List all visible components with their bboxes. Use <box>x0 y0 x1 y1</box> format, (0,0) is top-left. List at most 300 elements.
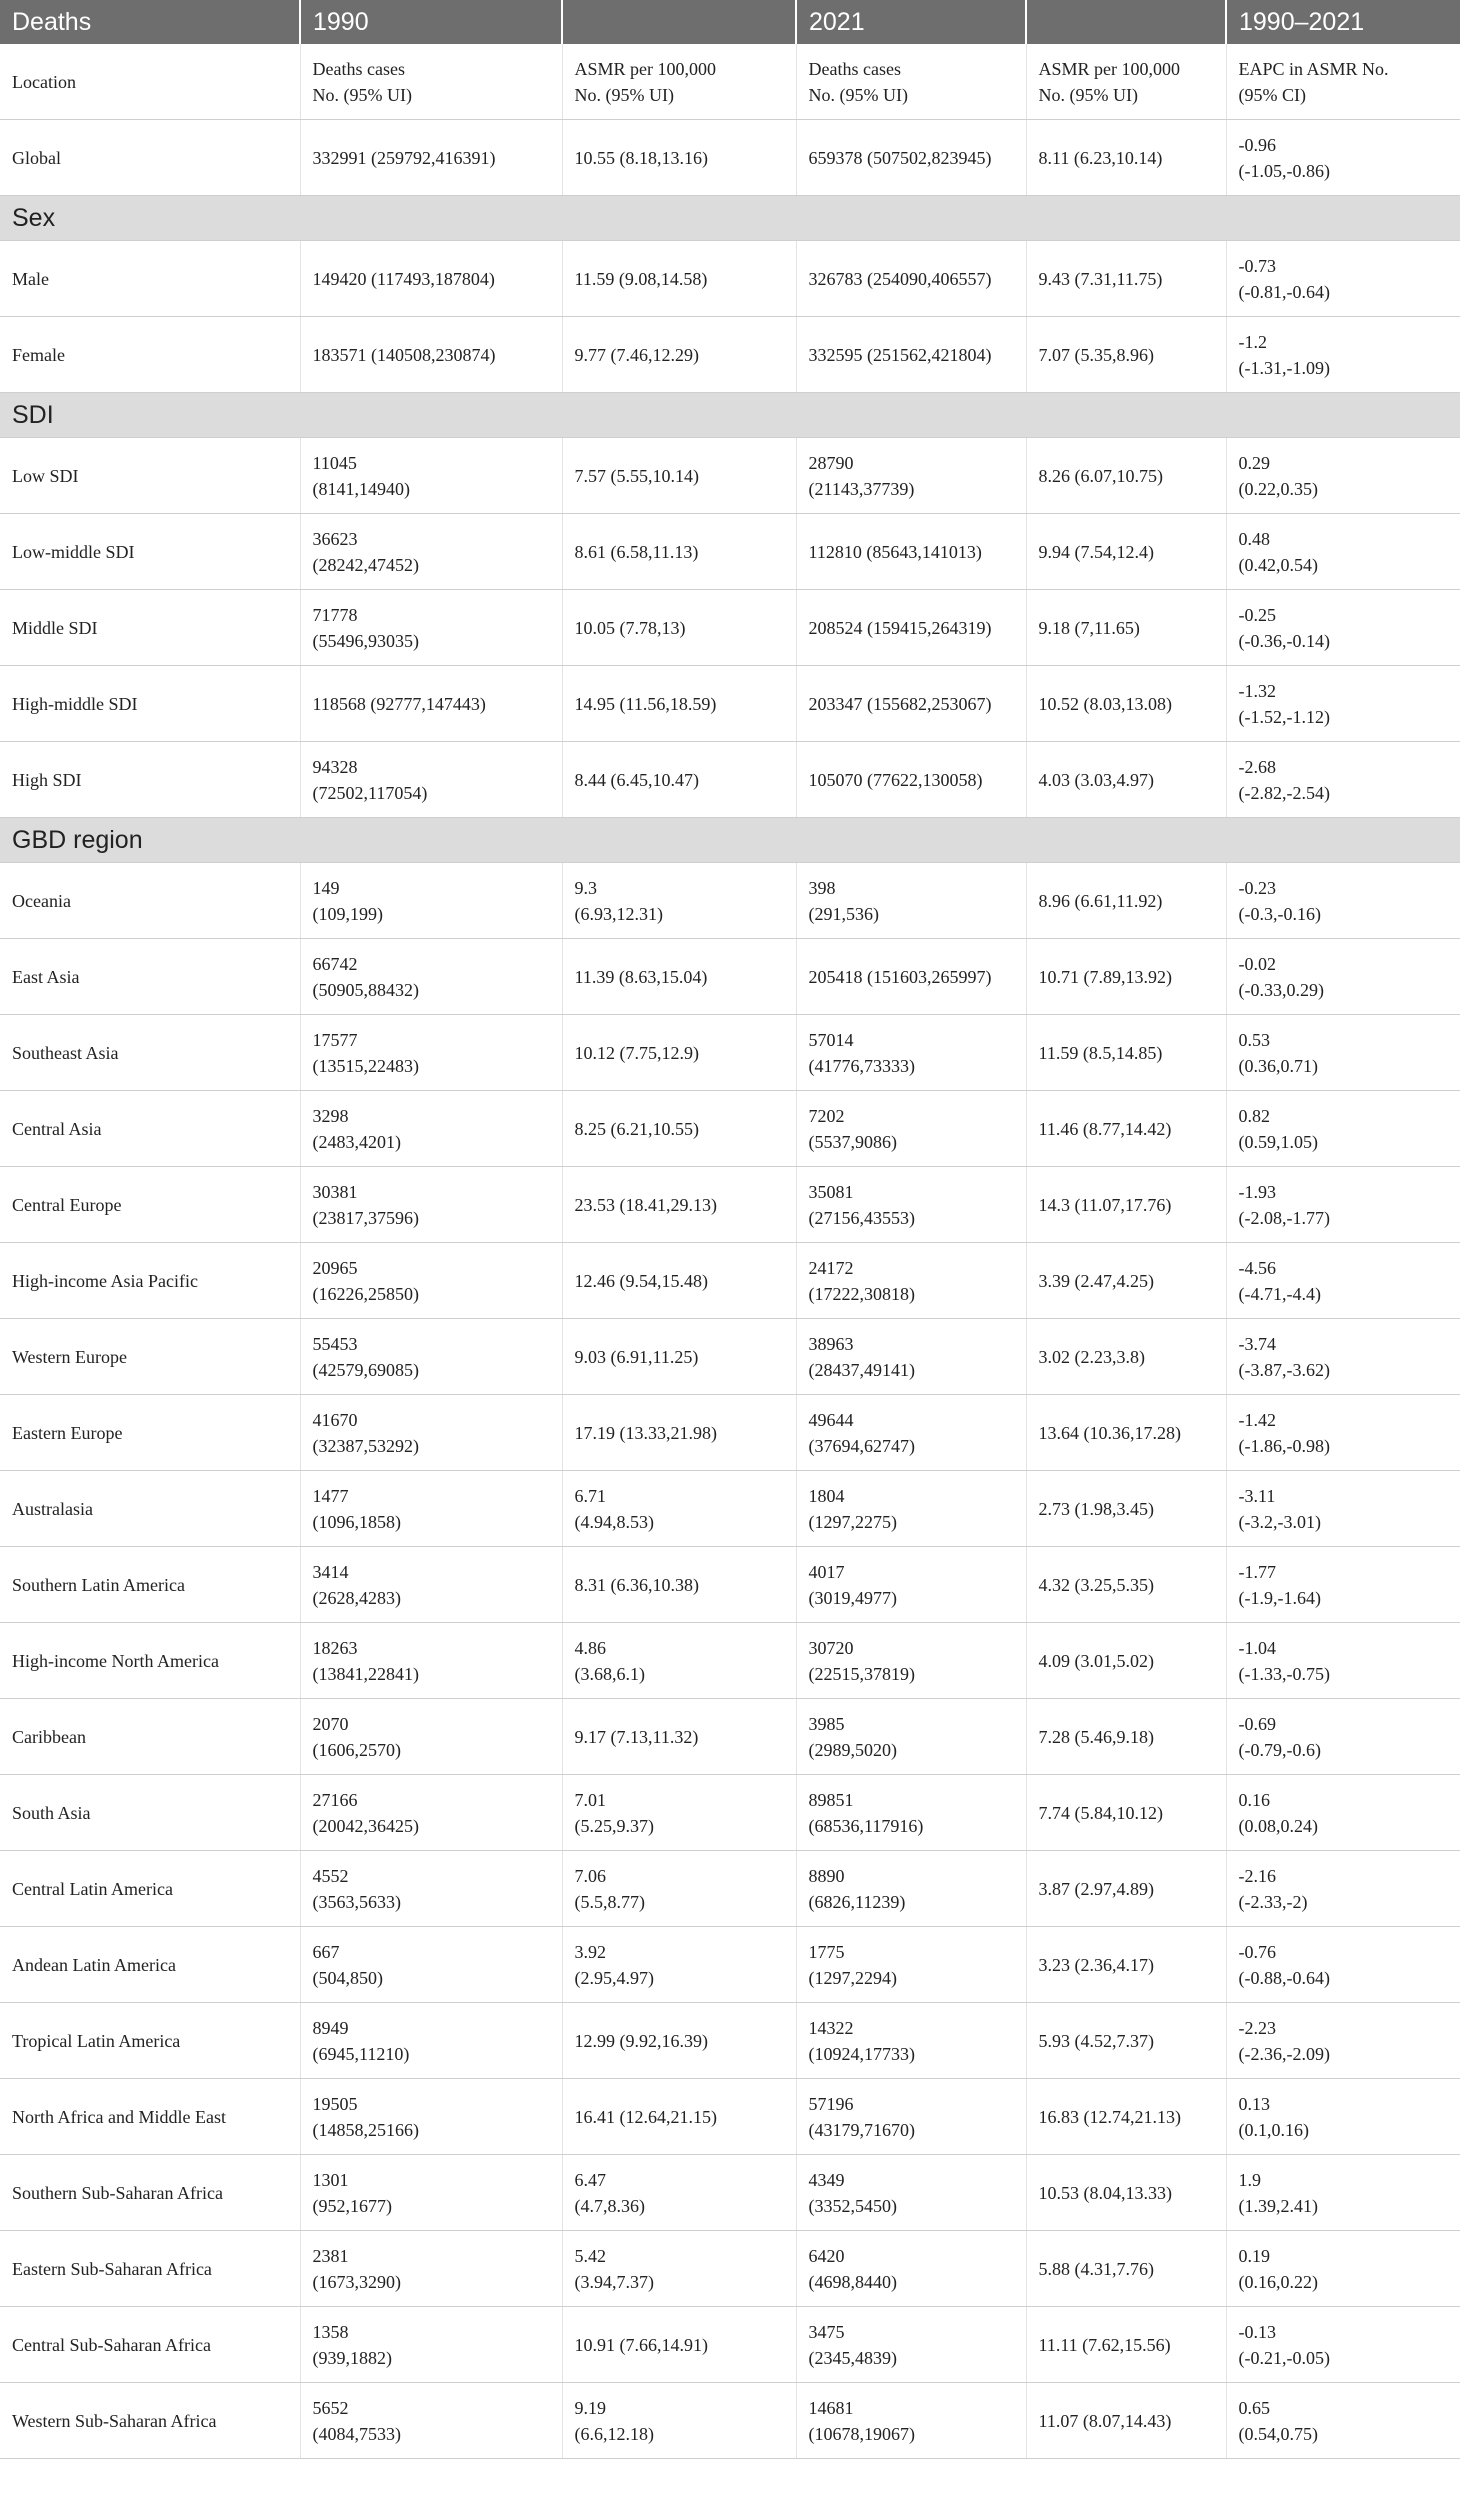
asmr-2021-cell <box>1026 742 1226 818</box>
cell-text: (14858,25166) <box>312 2119 419 2140</box>
cell-text: 8.31 (6.36,10.38) <box>574 1574 699 1595</box>
asmr-1990-cell <box>562 939 796 1015</box>
asmr-1990-cell <box>562 1775 796 1851</box>
cell-text: 23.53 (18.41,29.13) <box>574 1194 717 1215</box>
cell-text: 112810 (85643,141013) <box>808 541 982 562</box>
deaths-2021-cell <box>796 514 1026 590</box>
location-cell: Andean Latin America <box>0 1927 300 2003</box>
cell-text: (2.95,4.97) <box>574 1967 654 1988</box>
cell-text: 14.95 (11.56,18.59) <box>574 693 717 714</box>
section-label: GBD region <box>0 818 1460 863</box>
eapc-cell <box>1226 2307 1460 2383</box>
table-row <box>0 1319 1460 1395</box>
cell-text: (27156,43553) <box>808 1207 915 1228</box>
eapc-cell <box>1226 939 1460 1015</box>
cell-text: 3298 <box>312 1105 349 1126</box>
asmr-1990-cell <box>562 241 796 317</box>
cell-text: 11.11 (7.62,15.56) <box>1038 2334 1171 2355</box>
deaths-1990-cell <box>300 2079 562 2155</box>
cell-text: (4698,8440) <box>808 2271 897 2292</box>
cell-text: 11045 <box>312 452 357 473</box>
header-1990-2021: 1990–2021 <box>1226 0 1460 44</box>
deaths-1990-cell <box>300 939 562 1015</box>
cell-text: (55496,93035) <box>312 630 419 651</box>
cell-text: (-0.88,-0.64) <box>1238 1967 1330 1988</box>
location-cell: North Africa and Middle East <box>0 2079 300 2155</box>
subheader-eapc <box>1226 44 1460 120</box>
cell-text: (-3.87,-3.62) <box>1238 1359 1330 1380</box>
asmr-1990-cell <box>562 2231 796 2307</box>
asmr-2021-cell <box>1026 1623 1226 1699</box>
deaths-2021-cell <box>796 939 1026 1015</box>
cell-text: (-2.36,-2.09) <box>1238 2043 1330 2064</box>
location-cell: High-income North America <box>0 1623 300 1699</box>
cell-text: (1606,2570) <box>312 1739 401 1760</box>
cell-text: (4084,7533) <box>312 2423 401 2444</box>
table-row <box>0 1851 1460 1927</box>
header-deaths: Deaths <box>0 0 300 44</box>
cell-text: (-1.86,-0.98) <box>1238 1435 1330 1456</box>
cell-text: (23817,37596) <box>312 1207 419 1228</box>
deaths-2021-cell <box>796 2383 1026 2459</box>
cell-text: (-0.36,-0.14) <box>1238 630 1330 651</box>
cell-text: -1.42 <box>1238 1409 1276 1430</box>
subheader-text: Deaths cases <box>808 58 901 79</box>
cell-text: (5537,9086) <box>808 1131 897 1152</box>
table-row <box>0 2307 1460 2383</box>
cell-text: 4.03 (3.03,4.97) <box>1038 769 1154 790</box>
asmr-1990-cell <box>562 2307 796 2383</box>
table-row <box>0 590 1460 666</box>
cell-text: 7.06 <box>574 1865 606 1886</box>
deaths-1990-cell <box>300 1167 562 1243</box>
cell-text: 6420 <box>808 2245 845 2266</box>
asmr-1990-cell <box>562 590 796 666</box>
eapc-cell <box>1226 1091 1460 1167</box>
table-row <box>0 863 1460 939</box>
cell-text: (-0.21,-0.05) <box>1238 2347 1330 2368</box>
subheader-text: (95% CI) <box>1238 84 1306 105</box>
cell-text: -0.23 <box>1238 877 1276 898</box>
cell-text: (1096,1858) <box>312 1511 401 1532</box>
cell-text: 4017 <box>808 1561 845 1582</box>
location-cell: Western Sub-Saharan Africa <box>0 2383 300 2459</box>
deaths-2021-cell <box>796 742 1026 818</box>
cell-text: 55453 <box>312 1333 358 1354</box>
deaths-2021-cell <box>796 438 1026 514</box>
cell-text: 71778 <box>312 604 358 625</box>
cell-text: (-1.9,-1.64) <box>1238 1587 1321 1608</box>
cell-text: (17222,30818) <box>808 1283 915 1304</box>
eapc-cell <box>1226 1243 1460 1319</box>
table-row <box>0 742 1460 818</box>
section-row <box>0 196 1460 241</box>
cell-text: (-0.33,0.29) <box>1238 979 1324 1000</box>
cell-text: (32387,53292) <box>312 1435 419 1456</box>
asmr-2021-cell <box>1026 666 1226 742</box>
cell-text: 9.18 (7,11.65) <box>1038 617 1140 638</box>
eapc-cell <box>1226 2383 1460 2459</box>
cell-text: 49644 <box>808 1409 854 1430</box>
deaths-1990-cell <box>300 1015 562 1091</box>
cell-text: 0.48 <box>1238 528 1270 549</box>
cell-text: (291,536) <box>808 903 879 924</box>
asmr-1990-cell <box>562 1319 796 1395</box>
cell-text: 659378 (507502,823945) <box>808 147 992 168</box>
asmr-1990-cell <box>562 2155 796 2231</box>
subheader-asmr-2021 <box>1026 44 1226 120</box>
cell-text: (1.39,2.41) <box>1238 2195 1318 2216</box>
deaths-2021-cell <box>796 2003 1026 2079</box>
cell-text: (20042,36425) <box>312 1815 419 1836</box>
deaths-2021-cell <box>796 1471 1026 1547</box>
location-cell: Female <box>0 317 300 393</box>
table-row <box>0 1167 1460 1243</box>
cell-text: (28437,49141) <box>808 1359 915 1380</box>
cell-text: -1.77 <box>1238 1561 1276 1582</box>
cell-text: (3.94,7.37) <box>574 2271 654 2292</box>
deaths-2021-cell <box>796 1927 1026 2003</box>
cell-text: 7.74 (5.84,10.12) <box>1038 1802 1163 1823</box>
asmr-1990-cell <box>562 1243 796 1319</box>
subheader-text: Deaths cases <box>312 58 405 79</box>
cell-text: 4552 <box>312 1865 349 1886</box>
cell-text: (6826,11239) <box>808 1891 906 1912</box>
cell-text: -1.2 <box>1238 331 1267 352</box>
asmr-2021-cell <box>1026 939 1226 1015</box>
asmr-2021-cell <box>1026 863 1226 939</box>
asmr-2021-cell <box>1026 1167 1226 1243</box>
asmr-2021-cell <box>1026 1699 1226 1775</box>
asmr-2021-cell <box>1026 590 1226 666</box>
cell-text: 118568 (92777,147443) <box>312 693 486 714</box>
cell-text: (68536,117916) <box>808 1815 924 1836</box>
cell-text: -1.93 <box>1238 1181 1276 1202</box>
cell-text: 16.83 (12.74,21.13) <box>1038 2106 1181 2127</box>
cell-text: 14.3 (11.07,17.76) <box>1038 1194 1172 1215</box>
cell-text: -1.32 <box>1238 680 1276 701</box>
cell-text: 8.96 (6.61,11.92) <box>1038 890 1163 911</box>
cell-text: -2.23 <box>1238 2017 1276 2038</box>
cell-text: 11.59 (9.08,14.58) <box>574 268 708 289</box>
cell-text: (6.93,12.31) <box>574 903 663 924</box>
cell-text: 38963 <box>808 1333 854 1354</box>
deaths-2021-cell <box>796 666 1026 742</box>
asmr-2021-cell <box>1026 1091 1226 1167</box>
cell-text: (2989,5020) <box>808 1739 897 1760</box>
cell-text: (13515,22483) <box>312 1055 419 1076</box>
cell-text: 9.43 (7.31,11.75) <box>1038 268 1163 289</box>
eapc-cell <box>1226 863 1460 939</box>
cell-text: 2070 <box>312 1713 349 1734</box>
asmr-1990-cell <box>562 1395 796 1471</box>
cell-text: (109,199) <box>312 903 383 924</box>
cell-text: 203347 (155682,253067) <box>808 693 992 714</box>
cell-text: (10678,19067) <box>808 2423 915 2444</box>
cell-text: 8.25 (6.21,10.55) <box>574 1118 699 1139</box>
table-row <box>0 2231 1460 2307</box>
table-row <box>0 1623 1460 1699</box>
eapc-cell <box>1226 1699 1460 1775</box>
cell-text: 10.71 (7.89,13.92) <box>1038 966 1172 987</box>
cell-text: 7.01 <box>574 1789 606 1810</box>
asmr-2021-cell <box>1026 2155 1226 2231</box>
cell-text: (939,1882) <box>312 2347 392 2368</box>
asmr-2021-cell <box>1026 2307 1226 2383</box>
cell-text: 36623 <box>312 528 358 549</box>
deaths-1990-cell <box>300 1471 562 1547</box>
location-cell: Male <box>0 241 300 317</box>
location-cell: Central Sub-Saharan Africa <box>0 2307 300 2383</box>
eapc-cell <box>1226 1851 1460 1927</box>
location-cell: Australasia <box>0 1471 300 1547</box>
cell-text: (41776,73333) <box>808 1055 915 1076</box>
subheader-asmr-1990 <box>562 44 796 120</box>
table-row <box>0 514 1460 590</box>
deaths-1990-cell <box>300 1699 562 1775</box>
cell-text: -2.16 <box>1238 1865 1276 1886</box>
deaths-2021-cell <box>796 1395 1026 1471</box>
cell-text: (0.08,0.24) <box>1238 1815 1318 1836</box>
location-cell: Eastern Sub-Saharan Africa <box>0 2231 300 2307</box>
asmr-2021-cell <box>1026 1319 1226 1395</box>
cell-text: 3.92 <box>574 1941 606 1962</box>
eapc-cell <box>1226 438 1460 514</box>
cell-text: (-1.52,-1.12) <box>1238 706 1330 727</box>
deaths-2021-cell <box>796 2155 1026 2231</box>
deaths-2021-cell <box>796 241 1026 317</box>
cell-text: (16226,25850) <box>312 1283 419 1304</box>
subheader-text: No. (95% UI) <box>312 84 412 105</box>
section-label: SDI <box>0 393 1460 438</box>
cell-text: (1673,3290) <box>312 2271 401 2292</box>
cell-text: 5652 <box>312 2397 349 2418</box>
deaths-1990-cell <box>300 1547 562 1623</box>
cell-text: (0.36,0.71) <box>1238 1055 1318 1076</box>
deaths-1990-cell <box>300 1927 562 2003</box>
cell-text: 5.93 (4.52,7.37) <box>1038 2030 1154 2051</box>
deaths-2021-cell <box>796 2231 1026 2307</box>
subheader-text: EAPC in ASMR No. <box>1238 58 1389 79</box>
cell-text: (1297,2275) <box>808 1511 897 1532</box>
deaths-2021-cell <box>796 863 1026 939</box>
deaths-2021-cell <box>796 1319 1026 1395</box>
table-row <box>0 2079 1460 2155</box>
cell-text: (6945,11210) <box>312 2043 410 2064</box>
asmr-1990-cell <box>562 863 796 939</box>
cell-text: 16.41 (12.64,21.15) <box>574 2106 717 2127</box>
cell-text: 7.28 (5.46,9.18) <box>1038 1726 1154 1747</box>
cell-text: 332991 (259792,416391) <box>312 147 496 168</box>
cell-text: (504,850) <box>312 1967 383 1988</box>
cell-text: 17.19 (13.33,21.98) <box>574 1422 717 1443</box>
cell-text: (-2.33,-2) <box>1238 1891 1308 1912</box>
deaths-2021-cell <box>796 1699 1026 1775</box>
header-1990: 1990 <box>300 0 562 44</box>
cell-text: 0.53 <box>1238 1029 1270 1050</box>
deaths-1990-cell <box>300 1243 562 1319</box>
asmr-2021-cell <box>1026 1471 1226 1547</box>
table-row <box>0 1015 1460 1091</box>
cell-text: 4.32 (3.25,5.35) <box>1038 1574 1154 1595</box>
cell-text: 12.46 (9.54,15.48) <box>574 1270 708 1291</box>
cell-text: (-2.82,-2.54) <box>1238 782 1330 803</box>
asmr-1990-cell <box>562 2383 796 2459</box>
asmr-2021-cell <box>1026 1851 1226 1927</box>
cell-text: (3.68,6.1) <box>574 1663 645 1684</box>
cell-text: (6.6,12.18) <box>574 2423 654 2444</box>
cell-text: (0.59,1.05) <box>1238 1131 1318 1152</box>
cell-text: 6.47 <box>574 2169 606 2190</box>
asmr-1990-cell <box>562 514 796 590</box>
subheader-deaths-2021 <box>796 44 1026 120</box>
cell-text: 398 <box>808 877 836 898</box>
asmr-2021-cell <box>1026 241 1226 317</box>
deaths-2021-cell <box>796 1547 1026 1623</box>
subheader-text: ASMR per 100,000 <box>1038 58 1181 79</box>
deaths-1990-cell <box>300 666 562 742</box>
asmr-2021-cell <box>1026 514 1226 590</box>
cell-text: 10.53 (8.04,13.33) <box>1038 2182 1172 2203</box>
cell-text: -0.02 <box>1238 953 1276 974</box>
deaths-2021-cell <box>796 1851 1026 1927</box>
location-cell: Low SDI <box>0 438 300 514</box>
eapc-cell <box>1226 742 1460 818</box>
cell-text: 149420 (117493,187804) <box>312 268 495 289</box>
eapc-cell <box>1226 1015 1460 1091</box>
cell-text: 8.11 (6.23,10.14) <box>1038 147 1163 168</box>
cell-text: 3.02 (2.23,3.8) <box>1038 1346 1145 1367</box>
cell-text: 11.59 (8.5,14.85) <box>1038 1042 1163 1063</box>
cell-text: (4.94,8.53) <box>574 1511 654 1532</box>
header-blank-2 <box>1026 0 1226 44</box>
cell-text: 0.13 <box>1238 2093 1270 2114</box>
deaths-2021-cell <box>796 1775 1026 1851</box>
cell-text: -3.74 <box>1238 1333 1276 1354</box>
location-cell: Central Latin America <box>0 1851 300 1927</box>
section-row <box>0 393 1460 438</box>
cell-text: 27166 <box>312 1789 358 1810</box>
location-cell: Oceania <box>0 863 300 939</box>
table-body <box>0 44 1460 2459</box>
cell-text: -0.96 <box>1238 134 1276 155</box>
cell-text: -4.56 <box>1238 1257 1276 1278</box>
location-cell: High-middle SDI <box>0 666 300 742</box>
cell-text: 94328 <box>312 756 358 777</box>
cell-text: 0.16 <box>1238 1789 1270 1810</box>
cell-text: 9.19 <box>574 2397 606 2418</box>
cell-text: (0.22,0.35) <box>1238 478 1318 499</box>
cell-text: 5.42 <box>574 2245 606 2266</box>
location-cell: High SDI <box>0 742 300 818</box>
asmr-2021-cell <box>1026 317 1226 393</box>
cell-text: (50905,88432) <box>312 979 419 1000</box>
subheader-text: ASMR per 100,000 <box>574 58 717 79</box>
eapc-cell <box>1226 514 1460 590</box>
eapc-cell <box>1226 1775 1460 1851</box>
cell-text: 28790 <box>808 452 854 473</box>
cell-text: (1297,2294) <box>808 1967 897 1988</box>
cell-text: (3352,5450) <box>808 2195 897 2216</box>
cell-text: -0.73 <box>1238 255 1276 276</box>
cell-text: 10.91 (7.66,14.91) <box>574 2334 708 2355</box>
location-cell: Low-middle SDI <box>0 514 300 590</box>
asmr-1990-cell <box>562 2003 796 2079</box>
cell-text: (0.42,0.54) <box>1238 554 1318 575</box>
cell-text: (2483,4201) <box>312 1131 401 1152</box>
cell-text: 11.39 (8.63,15.04) <box>574 966 708 987</box>
cell-text: 12.99 (9.92,16.39) <box>574 2030 708 2051</box>
deaths-1990-cell <box>300 1091 562 1167</box>
cell-text: 57196 <box>808 2093 854 2114</box>
cell-text: 3.39 (2.47,4.25) <box>1038 1270 1154 1291</box>
deaths-1990-cell <box>300 2155 562 2231</box>
cell-text: 4.09 (3.01,5.02) <box>1038 1650 1154 1671</box>
deaths-1990-cell <box>300 863 562 939</box>
table-row <box>0 1775 1460 1851</box>
eapc-cell <box>1226 1927 1460 2003</box>
cell-text: (3563,5633) <box>312 1891 401 1912</box>
table-row <box>0 317 1460 393</box>
location-cell: Tropical Latin America <box>0 2003 300 2079</box>
cell-text: 10.12 (7.75,12.9) <box>574 1042 699 1063</box>
subheader-deaths-1990 <box>300 44 562 120</box>
section-row <box>0 818 1460 863</box>
cell-text: 30381 <box>312 1181 358 1202</box>
deaths-1990-cell <box>300 2003 562 2079</box>
table-row <box>0 1699 1460 1775</box>
section-label: Sex <box>0 196 1460 241</box>
location-cell: Western Europe <box>0 1319 300 1395</box>
cell-text: (37694,62747) <box>808 1435 915 1456</box>
cell-text: (-2.08,-1.77) <box>1238 1207 1330 1228</box>
cell-text: -2.68 <box>1238 756 1276 777</box>
deaths-1990-cell <box>300 1851 562 1927</box>
cell-text: (-4.71,-4.4) <box>1238 1283 1321 1304</box>
deaths-1990-cell <box>300 120 562 196</box>
deaths-1990-cell <box>300 514 562 590</box>
table-row <box>0 666 1460 742</box>
cell-text: 10.52 (8.03,13.08) <box>1038 693 1172 714</box>
cell-text: (-1.31,-1.09) <box>1238 357 1330 378</box>
asmr-1990-cell <box>562 1699 796 1775</box>
cell-text: -0.13 <box>1238 2321 1276 2342</box>
cell-text: 105070 (77622,130058) <box>808 769 983 790</box>
cell-text: 9.03 (6.91,11.25) <box>574 1346 699 1367</box>
cell-text: 57014 <box>808 1029 854 1050</box>
subheader-row <box>0 44 1460 120</box>
table-row <box>0 1091 1460 1167</box>
eapc-cell <box>1226 1547 1460 1623</box>
table-row <box>0 438 1460 514</box>
cell-text: 10.05 (7.78,13) <box>574 617 686 638</box>
deaths-2021-cell <box>796 1015 1026 1091</box>
deaths-2021-cell <box>796 2079 1026 2155</box>
eapc-cell <box>1226 317 1460 393</box>
cell-text: (2345,4839) <box>808 2347 897 2368</box>
deaths-2021-cell <box>796 1091 1026 1167</box>
asmr-2021-cell <box>1026 1775 1226 1851</box>
location-cell: East Asia <box>0 939 300 1015</box>
cell-text: 3985 <box>808 1713 845 1734</box>
header-2021: 2021 <box>796 0 1026 44</box>
cell-text: 3.87 (2.97,4.89) <box>1038 1878 1154 1899</box>
cell-text: 149 <box>312 877 340 898</box>
eapc-cell <box>1226 1167 1460 1243</box>
cell-text: (8141,14940) <box>312 478 410 499</box>
location-cell: South Asia <box>0 1775 300 1851</box>
cell-text: 1804 <box>808 1485 845 1506</box>
